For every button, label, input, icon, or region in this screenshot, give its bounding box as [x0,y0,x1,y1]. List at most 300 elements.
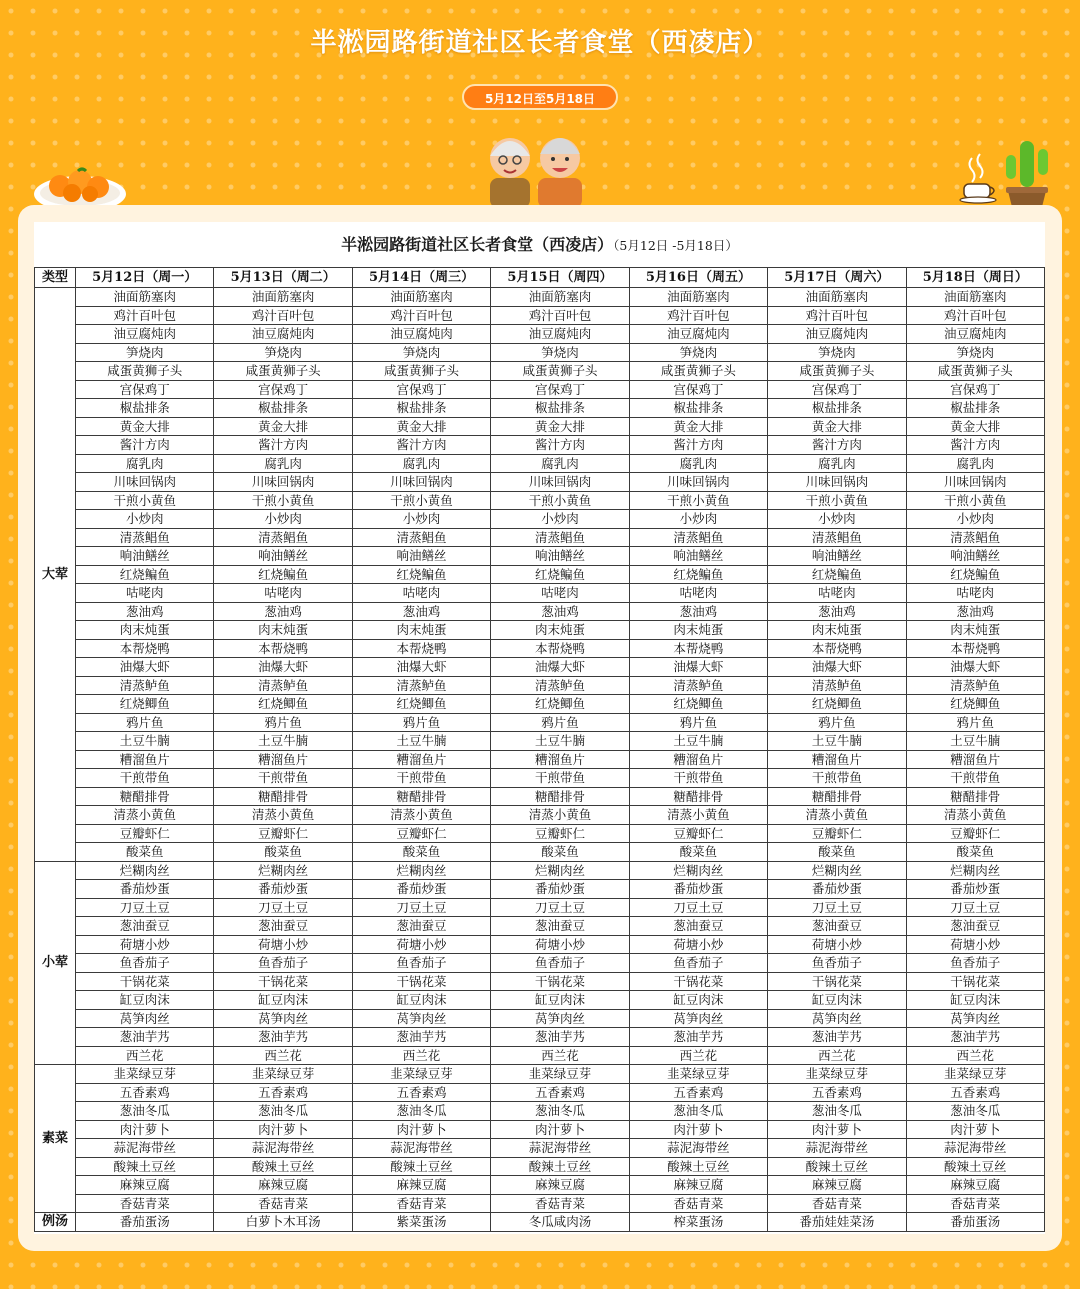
dish-cell: 油豆腐炖肉 [352,325,490,344]
dish-cell: 干煎带鱼 [491,769,629,788]
dish-cell: 麻辣豆腐 [768,1176,906,1195]
dish-cell: 酱汁方肉 [768,436,906,455]
dish-cell: 油爆大虾 [76,658,214,677]
dish-cell: 小炒肉 [629,510,767,529]
dish-cell: 油豆腐炖肉 [629,325,767,344]
dish-cell: 干锅花菜 [214,972,352,991]
dish-cell: 土豆牛腩 [214,732,352,751]
dish-cell: 韭菜绿豆芽 [629,1065,767,1084]
dish-cell: 葱油蚕豆 [352,917,490,936]
dish-cell: 肉汁萝卜 [352,1120,490,1139]
day-column-header: 5月17日（周六） [768,268,906,288]
dish-cell: 鱼香茄子 [491,954,629,973]
dish-cell: 烂糊肉丝 [768,861,906,880]
dish-cell: 宫保鸡丁 [214,380,352,399]
dish-cell: 糟溜鱼片 [214,750,352,769]
dish-cell: 清蒸鲳鱼 [629,528,767,547]
dish-cell: 肉汁萝卜 [76,1120,214,1139]
soup-row [35,1213,1045,1232]
dish-cell: 西兰花 [352,1046,490,1065]
soup-cell: 番茄娃娃菜汤 [768,1213,906,1232]
dish-cell: 鱼香茄子 [629,954,767,973]
dish-cell: 干煎小黄鱼 [491,491,629,510]
sheet-date-range: （5月12日 -5月18日） [613,238,738,253]
table-row [35,750,1045,769]
dish-cell: 葱油蚕豆 [906,917,1044,936]
dish-cell: 油面筋塞肉 [491,288,629,307]
dish-cell: 清蒸鲈鱼 [629,676,767,695]
dish-cell: 番茄炒蛋 [214,880,352,899]
dish-cell: 清蒸鲈鱼 [76,676,214,695]
dish-cell: 鱼香茄子 [76,954,214,973]
dish-cell: 响油鳝丝 [906,547,1044,566]
dish-cell: 笋烧肉 [214,343,352,362]
category-cell: 素菜 [35,1065,76,1213]
type-column-header: 类型 [35,268,76,288]
dish-cell: 咕咾肉 [906,584,1044,603]
table-row [35,1065,1045,1084]
dish-cell: 番茄炒蛋 [768,880,906,899]
dish-cell: 糟溜鱼片 [491,750,629,769]
dish-cell: 咸蛋黄狮子头 [629,362,767,381]
dish-cell: 红烧鳊鱼 [214,565,352,584]
dish-cell: 香菇青菜 [629,1194,767,1213]
dish-cell: 干煎带鱼 [76,769,214,788]
dish-cell: 葱油鸡 [491,602,629,621]
table-row [35,491,1045,510]
dish-cell: 小炒肉 [76,510,214,529]
dish-cell: 咸蛋黄狮子头 [76,362,214,381]
day-column-header: 5月18日（周日） [906,268,1044,288]
dish-cell: 五香素鸡 [491,1083,629,1102]
dish-cell: 肉汁萝卜 [629,1120,767,1139]
dish-cell: 豆瓣虾仁 [352,824,490,843]
dish-cell: 宫保鸡丁 [768,380,906,399]
dish-cell: 糖醋排骨 [214,787,352,806]
table-row [35,861,1045,880]
dish-cell: 鸡汁百叶包 [214,306,352,325]
dish-cell: 干煎小黄鱼 [768,491,906,510]
dish-cell: 酸菜鱼 [76,843,214,862]
dish-cell: 红烧鲫鱼 [491,695,629,714]
dish-cell: 香菇青菜 [214,1194,352,1213]
dish-cell: 黄金大排 [491,417,629,436]
dish-cell: 糖醋排骨 [768,787,906,806]
dish-cell: 韭菜绿豆芽 [214,1065,352,1084]
dish-cell: 缸豆肉沫 [491,991,629,1010]
dish-cell: 土豆牛腩 [906,732,1044,751]
table-row [35,325,1045,344]
dish-cell: 肉末炖蛋 [768,621,906,640]
table-row [35,824,1045,843]
dish-cell: 肉汁萝卜 [906,1120,1044,1139]
dish-cell: 香菇青菜 [352,1194,490,1213]
dish-cell: 咸蛋黄狮子头 [352,362,490,381]
dish-cell: 葱油芋艿 [214,1028,352,1047]
dish-cell: 咸蛋黄狮子头 [906,362,1044,381]
table-row [35,454,1045,473]
dish-cell: 小炒肉 [906,510,1044,529]
dish-cell: 油爆大虾 [352,658,490,677]
soup-cell: 榨菜蛋汤 [629,1213,767,1232]
dish-cell: 油面筋塞肉 [629,288,767,307]
dish-cell: 葱油冬瓜 [352,1102,490,1121]
table-row [35,1194,1045,1213]
table-row [35,528,1045,547]
dish-cell: 干锅花菜 [629,972,767,991]
dish-cell: 烂糊肉丝 [76,861,214,880]
dish-cell: 酸辣土豆丝 [906,1157,1044,1176]
dish-cell: 葱油鸡 [768,602,906,621]
dish-cell: 糖醋排骨 [491,787,629,806]
dish-cell: 响油鳝丝 [352,547,490,566]
table-row [35,621,1045,640]
dish-cell: 干煎小黄鱼 [352,491,490,510]
dish-cell: 葱油蚕豆 [76,917,214,936]
dish-cell: 小炒肉 [768,510,906,529]
table-row [35,1009,1045,1028]
dish-cell: 油面筋塞肉 [352,288,490,307]
dish-cell: 红烧鳊鱼 [352,565,490,584]
dish-cell: 鸦片鱼 [214,713,352,732]
dish-cell: 莴笋肉丝 [76,1009,214,1028]
dish-cell: 五香素鸡 [768,1083,906,1102]
dish-cell: 蒜泥海带丝 [352,1139,490,1158]
dish-cell: 鸡汁百叶包 [76,306,214,325]
soup-cell: 番茄蛋汤 [906,1213,1044,1232]
table-row [35,602,1045,621]
dish-cell: 刀豆土豆 [768,898,906,917]
dish-cell: 蒜泥海带丝 [76,1139,214,1158]
dish-cell: 笋烧肉 [768,343,906,362]
dish-cell: 土豆牛腩 [629,732,767,751]
dish-cell: 葱油鸡 [906,602,1044,621]
dish-cell: 红烧鳊鱼 [76,565,214,584]
dish-cell: 缸豆肉沫 [214,991,352,1010]
day-column-header: 5月13日（周二） [214,268,352,288]
table-row [35,362,1045,381]
dish-cell: 干锅花菜 [76,972,214,991]
dish-cell: 刀豆土豆 [906,898,1044,917]
dish-cell: 烂糊肉丝 [491,861,629,880]
dish-cell: 香菇青菜 [768,1194,906,1213]
dish-cell: 咸蛋黄狮子头 [768,362,906,381]
dish-cell: 川味回锅肉 [906,473,1044,492]
dish-cell: 荷塘小炒 [352,935,490,954]
dish-cell: 咸蛋黄狮子头 [214,362,352,381]
table-row [35,547,1045,566]
dish-cell: 酸辣土豆丝 [76,1157,214,1176]
dish-cell: 酸辣土豆丝 [629,1157,767,1176]
dish-cell: 葱油蚕豆 [214,917,352,936]
dish-cell: 刀豆土豆 [629,898,767,917]
dish-cell: 葱油蚕豆 [629,917,767,936]
table-row [35,713,1045,732]
dish-cell: 番茄炒蛋 [76,880,214,899]
dish-cell: 本帮烧鸭 [76,639,214,658]
dish-cell: 葱油芋艿 [768,1028,906,1047]
dish-cell: 刀豆土豆 [491,898,629,917]
dish-cell: 莴笋肉丝 [491,1009,629,1028]
dish-cell: 红烧鳊鱼 [768,565,906,584]
dish-cell: 咕咾肉 [629,584,767,603]
table-row [35,639,1045,658]
dish-cell: 清蒸鲈鱼 [768,676,906,695]
dish-cell: 宫保鸡丁 [906,380,1044,399]
dish-cell: 肉末炖蛋 [352,621,490,640]
dish-cell: 葱油芋艿 [629,1028,767,1047]
table-row [35,658,1045,677]
dish-cell: 麻辣豆腐 [629,1176,767,1195]
dish-cell: 糟溜鱼片 [768,750,906,769]
dish-cell: 酱汁方肉 [629,436,767,455]
category-cell: 小荤 [35,861,76,1065]
dish-cell: 鸦片鱼 [629,713,767,732]
table-row [35,1176,1045,1195]
dish-cell: 咕咾肉 [214,584,352,603]
dish-cell: 酸辣土豆丝 [214,1157,352,1176]
dish-cell: 香菇青菜 [491,1194,629,1213]
dish-cell: 酸辣土豆丝 [768,1157,906,1176]
dish-cell: 油爆大虾 [906,658,1044,677]
table-row [35,787,1045,806]
sheet-title [34,222,1045,267]
dish-cell: 清蒸小黄鱼 [352,806,490,825]
dish-cell: 土豆牛腩 [768,732,906,751]
dish-cell: 麻辣豆腐 [906,1176,1044,1195]
dish-cell: 本帮烧鸭 [352,639,490,658]
dish-cell: 鸡汁百叶包 [629,306,767,325]
date-range-badge: 5月12日至5月18日 [462,84,618,110]
dish-cell: 韭菜绿豆芽 [906,1065,1044,1084]
dish-cell: 香菇青菜 [76,1194,214,1213]
table-row [35,436,1045,455]
dish-cell: 椒盐排条 [629,399,767,418]
dish-cell: 刀豆土豆 [214,898,352,917]
dish-cell: 宫保鸡丁 [629,380,767,399]
dish-cell: 五香素鸡 [906,1083,1044,1102]
dish-cell: 腐乳肉 [352,454,490,473]
dish-cell: 葱油冬瓜 [768,1102,906,1121]
dish-cell: 刀豆土豆 [352,898,490,917]
dish-cell: 鸦片鱼 [491,713,629,732]
dish-cell: 番茄炒蛋 [906,880,1044,899]
dish-cell: 响油鳝丝 [214,547,352,566]
dish-cell: 葱油冬瓜 [906,1102,1044,1121]
table-row [35,1120,1045,1139]
dish-cell: 小炒肉 [491,510,629,529]
dish-cell: 蒜泥海带丝 [629,1139,767,1158]
dish-cell: 蒜泥海带丝 [768,1139,906,1158]
dish-cell: 干锅花菜 [906,972,1044,991]
dish-cell: 土豆牛腩 [76,732,214,751]
dish-cell: 葱油冬瓜 [491,1102,629,1121]
dish-cell: 西兰花 [629,1046,767,1065]
dish-cell: 干锅花菜 [352,972,490,991]
dish-cell: 咸蛋黄狮子头 [491,362,629,381]
dish-cell: 糖醋排骨 [629,787,767,806]
dish-cell: 小炒肉 [214,510,352,529]
sheet-title-text: 半淞园路街道社区长者食堂（西凌店） [341,235,614,254]
cactus-icon [1002,135,1050,207]
dish-cell: 腐乳肉 [768,454,906,473]
dish-cell: 笋烧肉 [76,343,214,362]
dish-cell: 酱汁方肉 [76,436,214,455]
dish-cell: 油爆大虾 [214,658,352,677]
dish-cell: 油豆腐炖肉 [491,325,629,344]
dish-cell: 西兰花 [76,1046,214,1065]
dish-cell: 香菇青菜 [906,1194,1044,1213]
dish-cell: 红烧鲫鱼 [906,695,1044,714]
table-row [35,806,1045,825]
dish-cell: 糖醋排骨 [906,787,1044,806]
dish-cell: 清蒸鲳鱼 [352,528,490,547]
dish-cell: 油面筋塞肉 [906,288,1044,307]
dish-cell: 宫保鸡丁 [491,380,629,399]
dish-cell: 葱油鸡 [352,602,490,621]
dish-cell: 响油鳝丝 [768,547,906,566]
dish-cell: 小炒肉 [352,510,490,529]
dish-cell: 笋烧肉 [629,343,767,362]
table-row [35,843,1045,862]
dish-cell: 荷塘小炒 [906,935,1044,954]
dish-cell: 荷塘小炒 [768,935,906,954]
dish-cell: 响油鳝丝 [629,547,767,566]
dish-cell: 五香素鸡 [214,1083,352,1102]
table-row [35,898,1045,917]
dish-cell: 西兰花 [768,1046,906,1065]
dish-cell: 番茄炒蛋 [491,880,629,899]
dish-cell: 本帮烧鸭 [214,639,352,658]
table-row [35,1046,1045,1065]
dish-cell: 鸦片鱼 [76,713,214,732]
dish-cell: 酸菜鱼 [214,843,352,862]
dish-cell: 莴笋肉丝 [352,1009,490,1028]
dish-cell: 油爆大虾 [491,658,629,677]
dish-cell: 糟溜鱼片 [352,750,490,769]
dish-cell: 莴笋肉丝 [214,1009,352,1028]
dish-cell: 清蒸鲈鱼 [906,676,1044,695]
dish-cell: 腐乳肉 [629,454,767,473]
dish-cell: 笋烧肉 [352,343,490,362]
dish-cell: 鱼香茄子 [768,954,906,973]
dish-cell: 豆瓣虾仁 [768,824,906,843]
dish-cell: 清蒸鲳鱼 [906,528,1044,547]
table-row [35,954,1045,973]
dish-cell: 葱油冬瓜 [76,1102,214,1121]
dish-cell: 葱油冬瓜 [629,1102,767,1121]
dish-cell: 川味回锅肉 [214,473,352,492]
table-row [35,1157,1045,1176]
dish-cell: 鱼香茄子 [906,954,1044,973]
table-row [35,880,1045,899]
table-row [35,399,1045,418]
table-row [35,1083,1045,1102]
dish-cell: 干煎小黄鱼 [76,491,214,510]
dish-cell: 咕咾肉 [768,584,906,603]
table-row [35,732,1045,751]
dish-cell: 土豆牛腩 [491,732,629,751]
dish-cell: 黄金大排 [906,417,1044,436]
dish-cell: 肉汁萝卜 [491,1120,629,1139]
dish-cell: 缸豆肉沫 [768,991,906,1010]
dish-cell: 酸菜鱼 [491,843,629,862]
dish-cell: 油爆大虾 [629,658,767,677]
table-row [35,417,1045,436]
dish-cell: 麻辣豆腐 [214,1176,352,1195]
dish-cell: 豆瓣虾仁 [629,824,767,843]
dish-cell: 葱油鸡 [629,602,767,621]
dish-cell: 荷塘小炒 [76,935,214,954]
dish-cell: 咕咾肉 [76,584,214,603]
dish-cell: 油面筋塞肉 [76,288,214,307]
dish-cell: 油豆腐炖肉 [76,325,214,344]
dish-cell: 红烧鲫鱼 [768,695,906,714]
dish-cell: 肉末炖蛋 [906,621,1044,640]
table-row [35,343,1045,362]
menu-table [34,267,1045,1232]
dish-cell: 清蒸鲳鱼 [491,528,629,547]
dish-cell: 酸菜鱼 [352,843,490,862]
dish-cell: 干锅花菜 [768,972,906,991]
dish-cell: 韭菜绿豆芽 [352,1065,490,1084]
dish-cell: 鸡汁百叶包 [768,306,906,325]
dish-cell: 清蒸鲈鱼 [214,676,352,695]
dish-cell: 椒盐排条 [352,399,490,418]
dish-cell: 油豆腐炖肉 [768,325,906,344]
dish-cell: 川味回锅肉 [768,473,906,492]
dish-cell: 鸡汁百叶包 [906,306,1044,325]
dish-cell: 黄金大排 [352,417,490,436]
menu-sheet [34,222,1045,1234]
coffee-cup-icon [958,150,1000,204]
dish-cell: 烂糊肉丝 [906,861,1044,880]
dish-cell: 蒜泥海带丝 [214,1139,352,1158]
dish-cell: 椒盐排条 [214,399,352,418]
dish-cell: 荷塘小炒 [629,935,767,954]
dish-cell: 清蒸小黄鱼 [906,806,1044,825]
category-cell: 例汤 [35,1213,76,1232]
dish-cell: 红烧鳊鱼 [629,565,767,584]
dish-cell: 五香素鸡 [76,1083,214,1102]
dish-cell: 清蒸鲈鱼 [491,676,629,695]
dish-cell: 酱汁方肉 [214,436,352,455]
dish-cell: 本帮烧鸭 [629,639,767,658]
dish-cell: 葱油芋艿 [352,1028,490,1047]
dish-cell: 黄金大排 [214,417,352,436]
dish-cell: 干煎带鱼 [906,769,1044,788]
dish-cell: 葱油冬瓜 [214,1102,352,1121]
dish-cell: 莴笋肉丝 [629,1009,767,1028]
dish-cell: 咕咾肉 [352,584,490,603]
table-row [35,1139,1045,1158]
dish-cell: 西兰花 [906,1046,1044,1065]
dish-cell: 豆瓣虾仁 [491,824,629,843]
dish-cell: 川味回锅肉 [352,473,490,492]
dish-cell: 缸豆肉沫 [629,991,767,1010]
table-row [35,565,1045,584]
dish-cell: 豆瓣虾仁 [906,824,1044,843]
dish-cell: 川味回锅肉 [76,473,214,492]
dish-cell: 刀豆土豆 [76,898,214,917]
dish-cell: 宫保鸡丁 [76,380,214,399]
dish-cell: 清蒸小黄鱼 [214,806,352,825]
dish-cell: 荷塘小炒 [491,935,629,954]
dish-cell: 葱油芋艿 [906,1028,1044,1047]
dish-cell: 油面筋塞肉 [768,288,906,307]
dish-cell: 干煎带鱼 [768,769,906,788]
table-row [35,972,1045,991]
